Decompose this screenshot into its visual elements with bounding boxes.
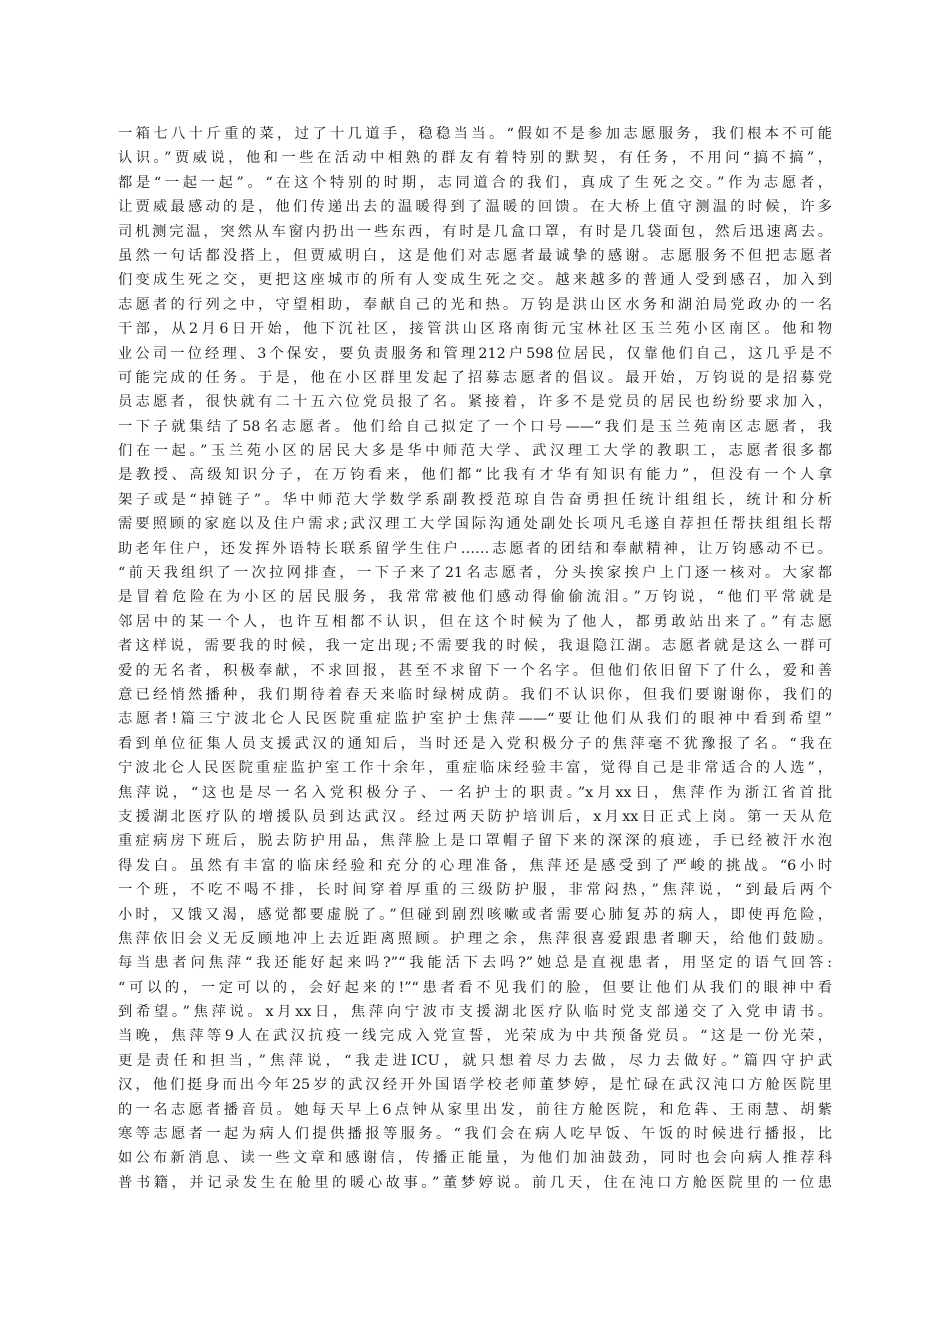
text-line: 助老年住户，还发挥外语特长联系留学生住户……志愿者的团结和奉献精神，让万钧感动不已。: [118, 540, 832, 557]
text-line: “可以的，一定可以的，会好起来的!”“患者看不见我们的脸，但要让他们从我们的眼神中看: [118, 979, 832, 996]
text-line: 是冒着危险在为小区的居民服务，我常常被他们感动得偷偷流泪。”万钧说，“他们平常就是: [118, 589, 832, 606]
text-line: 可能完成的任务。于是，他在小区群里发起了招募志愿者的倡议。最开始，万钧说的是招募党: [118, 369, 832, 386]
text-line: 更是责任和担当，”焦萍说，“我走进ICU，就只想着尽力去做，尽力去做好。”篇四守护武: [118, 1052, 832, 1069]
text-line: 得发白。虽然有丰富的临床经验和充分的心理准备，焦萍还是感受到了严峻的挑战。“6小时: [118, 857, 832, 874]
text-line: 志愿者!篇三宁波北仑人民医院重症监护室护士焦萍——“要让他们从我们的眼神中看到希望”: [118, 711, 832, 728]
text-line: 架子或是“掉链子”。华中师范大学数学系副教授范琼自告奋勇担任统计组组长，统计和分析: [118, 491, 832, 508]
text-line: 宁波北仑人民医院重症监护室工作十余年，重症临床经验丰富，觉得自己是非常适合的人选”，: [118, 760, 832, 777]
text-line: 都是“一起一起”。“在这个特别的时期，志同道合的我们，真成了生死之交。”作为志愿者，: [118, 174, 832, 191]
text-line: 焦萍说，“这也是尽一名入党积极分子、一名护士的职责。”x月xx日，焦萍作为浙江省首批: [118, 784, 832, 801]
text-line: 支援湖北医疗队的增援队员到达武汉。经过两天防护培训后，x月xx日正式上岗。第一天从危: [118, 808, 832, 825]
text-line: 者这样说，需要我的时候，我一定出现;不需要我的时候，我退隐江湖。志愿者就是这么一群可: [118, 638, 832, 655]
text-line: “前天我组织了一次拉网排查，一下子来了21名志愿者，分头挨家挨户上门逐一核对。大家都: [118, 565, 832, 582]
text-line: 虽然一句话都没搭上，但贾威明白，这是他们对志愿者最诚挚的感谢。志愿服务不但把志愿者: [118, 247, 832, 264]
text-line: 寒等志愿者一起为病人们提供播报等服务。“我们会在病人吃早饭、午饭的时候进行播报，比: [118, 1126, 832, 1143]
text-line: 如公布新消息、读一些文章和感谢信，传播正能量，为他们加油鼓劲，同时也会向病人推荐科: [118, 1150, 832, 1167]
text-line: 重症病房下班后，脱去防护用品，焦萍脸上是口罩帽子留下来的深深的痕迹，手已经被汗水泡: [118, 833, 832, 850]
text-line: 汉，他们挺身而出今年25岁的武汉经开外国语学校老师董梦婷，是忙碌在武汉沌口方舱医院里: [118, 1077, 832, 1094]
text-line: 认识。”贾威说，他和一些在活动中相熟的群友有着特别的默契，有任务，不用问“搞不搞”，: [118, 150, 832, 167]
text-line: 焦萍依旧会义无反顾地冲上去近距离照顾。护理之余，焦萍很喜爱跟患者聊天，给他们鼓励。: [118, 930, 832, 947]
text-line: 业公司一位经理、3个保安，要负责服务和管理212户598位居民，仅靠他们自己，这几乎是不: [118, 345, 832, 362]
text-line: 一下子就集结了58名志愿者。他们给自己拟定了一个口号——“我们是玉兰苑南区志愿者，我: [118, 418, 832, 435]
text-line: 普书籍，并记录发生在舱里的暖心故事。”董梦婷说。前几天，住在沌口方舱医院里的一位患: [118, 1174, 832, 1191]
text-line: 一个班，不吃不喝不排，长时间穿着厚重的三级防护服，非常闷热，”焦萍说，“到最后两个: [118, 882, 832, 899]
text-line: 每当患者问焦萍“我还能好起来吗?”“我能活下去吗?”她总是直视患者，用坚定的语气回答:: [118, 955, 832, 972]
text-line: 让贾威最感动的是，他们传递出去的温暖得到了温暖的回馈。在大桥上值守测温的时候，许多: [118, 199, 832, 216]
text-line: 当晚，焦萍等9人在武汉抗疫一线完成入党宣誓，光荣成为中共预备党员。“这是一份光荣，: [118, 1028, 832, 1045]
text-line: 爱的无名者，积极奉献，不求回报，甚至不求留下一个名字。但他们依旧留下了什么，爱和善: [118, 662, 832, 679]
text-line: 邻居中的某一个人，也许互相都不认识，但在这个时候为了他人，都勇敢站出来了。”有志愿: [118, 613, 832, 630]
text-line: 小时，又饿又渴，感觉都要虚脱了。”但碰到剧烈咳嗽或者需要心肺复苏的病人，即使再危险，: [118, 906, 832, 923]
text-line: 的一名志愿者播音员。她每天早上6点钟从家里出发，前往方舱医院，和危犇、王雨慧、胡紫: [118, 1101, 832, 1118]
text-line: 们变成生死之交，更把这座城市的所有人变成生死之交。越来越多的普通人受到感召，加入到: [118, 272, 832, 289]
text-line: 看到单位征集人员支援武汉的通知后，当时还是入党积极分子的焦萍毫不犹豫报了名。“我在: [118, 735, 832, 752]
text-line: 司机测完温，突然从车窗内扔出一些东西，有时是几盒口罩，有时是几袋面包，然后迅速离去。: [118, 223, 832, 240]
text-line: 一箱七八十斤重的菜，过了十几道手，稳稳当当。“假如不是参加志愿服务，我们根本不可能: [118, 126, 832, 142]
text-line: 们在一起。”玉兰苑小区的居民大多是华中师范大学、武汉理工大学的教职工，志愿者很多都: [118, 443, 832, 460]
text-line: 干部，从2月6日开始，他下沉社区，接管洪山区珞南街元宝林社区玉兰苑小区南区。他和物: [118, 321, 832, 338]
document-body: [118, 122, 832, 1195]
text-line: 需要照顾的家庭以及住户需求;武汉理工大学国际沟通处副处长项凡毛遂自荐担任帮扶组组长帮: [118, 516, 832, 533]
text-line: 是教授、高级知识分子，在万钧看来，他们都“比我有才华有知识有能力”，但没有一个人拿: [118, 467, 832, 484]
text-line: 意已经悄然播种，我们期待着春天来临时绿树成荫。我们不认识你，但我们要谢谢你，我们的: [118, 686, 832, 703]
text-line: 到希望。”焦萍说。x月xx日，焦萍向宁波市支援湖北医疗队临时党支部递交了入党申请书。: [118, 1004, 832, 1021]
text-line: 志愿者的行列之中，守望相助，奉献自己的光和热。万钧是洪山区水务和湖泊局党政办的一名: [118, 296, 832, 313]
text-line: 员志愿者，很快就有二十五六位党员报了名。紧接着，许多不是党员的居民也纷纷要求加入，: [118, 394, 832, 411]
